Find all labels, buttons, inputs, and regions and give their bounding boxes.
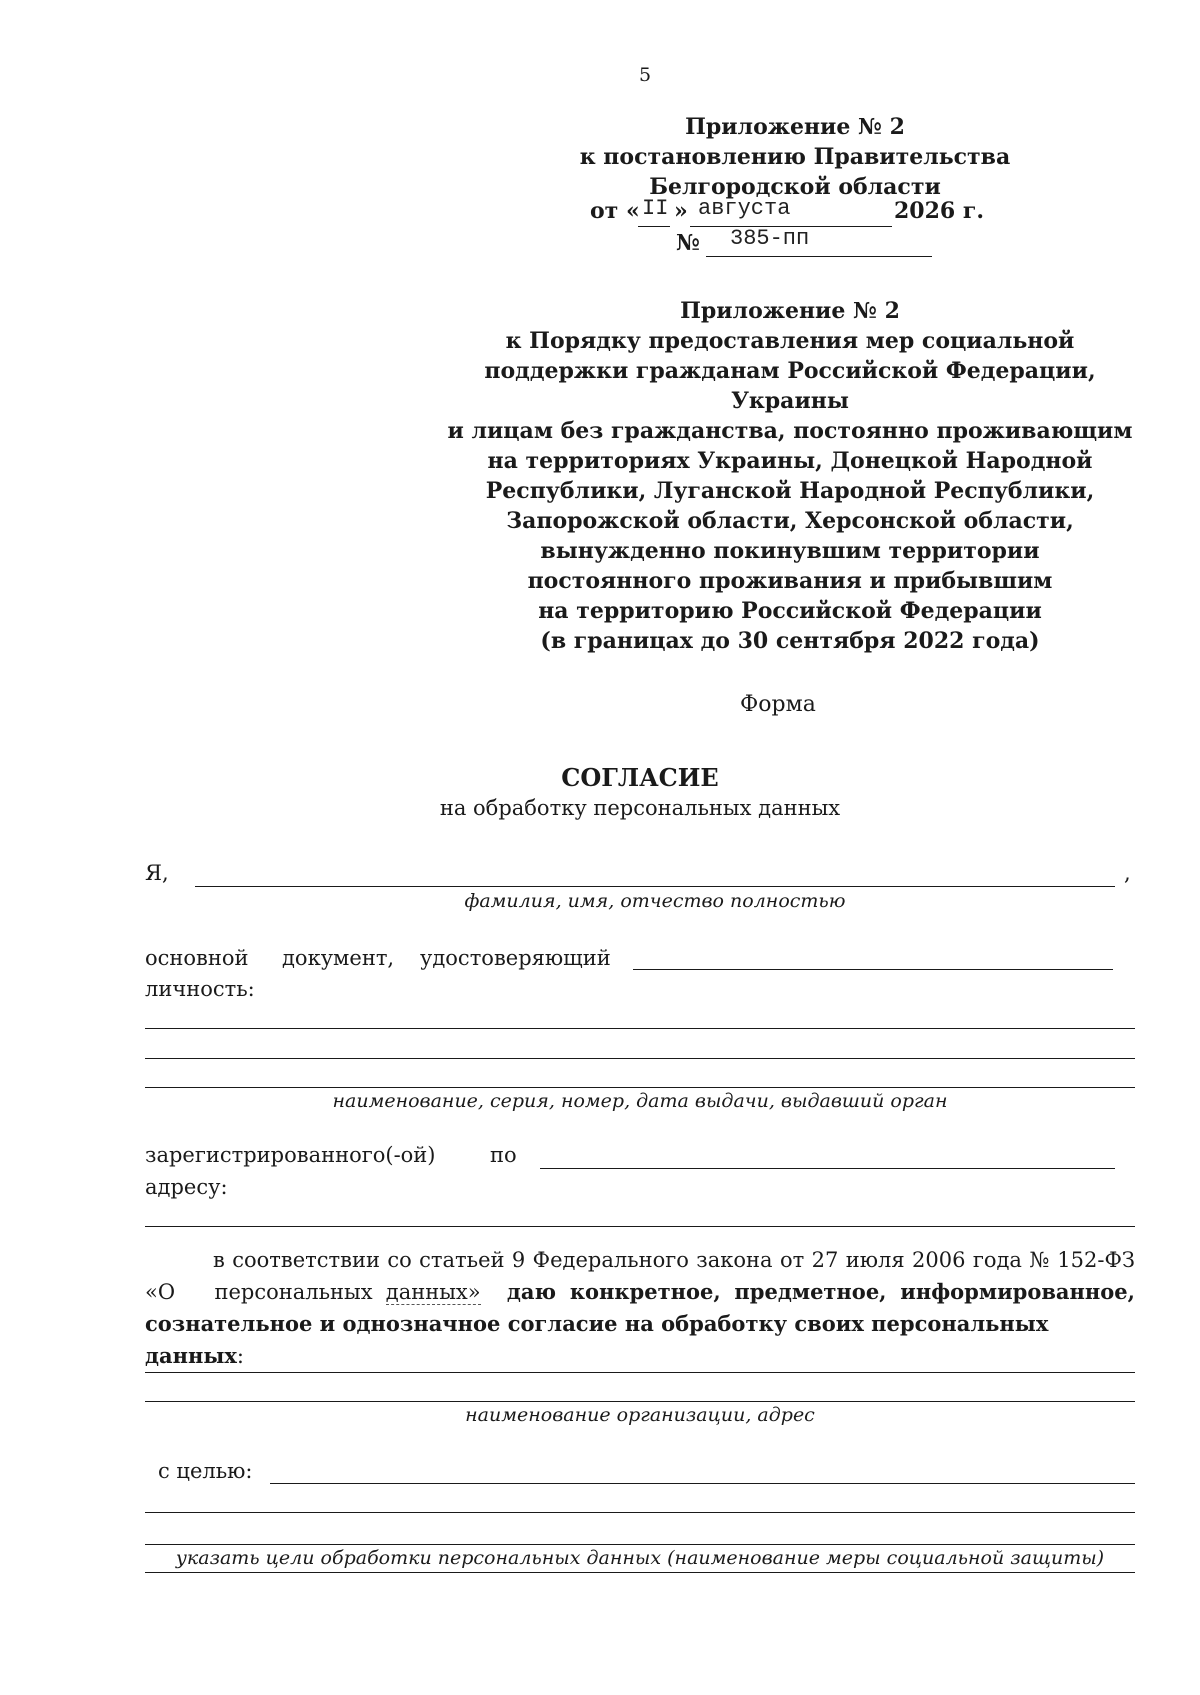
number-underline — [706, 256, 932, 257]
paragraph-text: : — [236, 1344, 244, 1368]
appendix-line: (в границах до 30 сентября 2022 года) — [540, 628, 1040, 654]
number-value: 385-пп — [730, 226, 810, 251]
header-region: Белгородской области — [649, 174, 941, 200]
purpose-field[interactable] — [270, 1483, 1135, 1484]
organization-line[interactable] — [145, 1401, 1135, 1402]
doc-label-word: удостоверяющий — [420, 946, 611, 970]
address-line[interactable] — [145, 1226, 1135, 1227]
identity-document-line[interactable] — [145, 1028, 1135, 1029]
organization-caption: наименование организации, адрес — [465, 1404, 815, 1426]
header-decree-ref: к постановлению Правительства — [579, 144, 1011, 170]
page-number: 5 — [638, 64, 652, 86]
address-label-word: зарегистрированного(-ой) — [145, 1143, 436, 1167]
paragraph-bold-text: сознательное и однозначное согласие на обработку своих персональных данных — [145, 1311, 1049, 1368]
paragraph-bold-text: даю конкретное, предметное, информированное, — [506, 1279, 1135, 1304]
address-field[interactable] — [540, 1168, 1115, 1169]
identity-document-line[interactable] — [145, 1058, 1135, 1059]
consent-paragraph — [145, 1245, 1135, 1372]
paragraph-line — [145, 1276, 1135, 1308]
identity-document-field[interactable] — [633, 969, 1113, 970]
address-label-word: по — [490, 1143, 517, 1167]
purpose-line[interactable] — [145, 1544, 1135, 1545]
appendix-block — [440, 296, 1140, 656]
appendix-line: на территорию Российской Федерации — [538, 598, 1042, 624]
doc-label-word: документ, — [282, 946, 395, 970]
decree-header — [560, 112, 1030, 202]
date-prefix: от « — [590, 198, 640, 224]
consent-title: СОГЛАСИЕ — [561, 763, 719, 792]
appendix-line: Приложение № 2 — [680, 298, 900, 324]
i-label: Я, — [145, 861, 169, 885]
paragraph-text: «О — [145, 1280, 176, 1304]
purpose-line[interactable] — [145, 1512, 1135, 1513]
appendix-line: постоянного проживания и прибывшим — [527, 568, 1053, 594]
purpose-caption-underline — [145, 1572, 1135, 1573]
organization-line[interactable] — [145, 1372, 1135, 1373]
paragraph-text: данных» — [385, 1280, 481, 1304]
doc-label-word: основной — [145, 946, 249, 970]
form-label: Форма — [740, 692, 816, 717]
consent-subtitle: на обработку персональных данных — [439, 796, 841, 820]
header-appendix-title: Приложение № 2 — [685, 114, 905, 140]
paragraph-text: персональных — [214, 1280, 373, 1304]
appendix-line: Республики, Луганской Народной Республики, — [485, 478, 1095, 504]
full-name-field[interactable] — [195, 886, 1115, 887]
appendix-line: и лицам без гражданства, постоянно проживающим — [447, 418, 1133, 444]
decree-date-line — [590, 198, 1090, 230]
address-label-word: адресу: — [145, 1175, 228, 1199]
purpose-caption: указать цели обработки персональных данных (наименование меры социальной защиты) — [175, 1547, 1105, 1569]
date-month: августа — [698, 196, 791, 221]
doc-label-word: личность: — [145, 977, 255, 1001]
appendix-line: поддержки гражданам Российской Федерации, Украины — [484, 358, 1096, 414]
decree-number-line — [676, 228, 976, 260]
comma: , — [1124, 861, 1131, 885]
paragraph-line: в соответствии со статьей 9 Федерального закона от 27 июля 2006 года № 152-ФЗ — [213, 1248, 1135, 1272]
paragraph-line — [145, 1308, 1135, 1372]
identity-document-caption: наименование, серия, номер, дата выдачи, выдавший орган — [332, 1090, 948, 1112]
appendix-line: к Порядку предоставления мер социальной — [505, 328, 1075, 354]
date-day: II — [642, 196, 669, 221]
full-name-caption: фамилия, имя, отчество полностью — [464, 890, 846, 912]
appendix-line: Запорожской области, Херсонской области, — [506, 508, 1074, 534]
appendix-line: на территориях Украины, Донецкой Народной — [487, 448, 1093, 474]
date-mid: » — [674, 198, 688, 224]
identity-document-line[interactable] — [145, 1087, 1135, 1088]
appendix-line: вынужденно покинувшим территории — [540, 538, 1040, 564]
date-day-underline — [638, 226, 670, 227]
date-year: 2026 г. — [894, 198, 985, 224]
number-prefix: № — [676, 230, 700, 256]
purpose-label: с целью: — [158, 1459, 253, 1483]
